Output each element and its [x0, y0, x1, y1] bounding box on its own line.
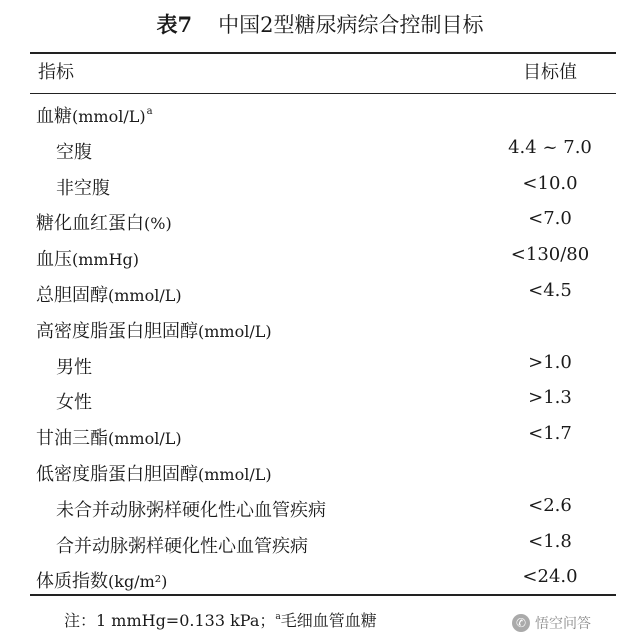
table-row	[0, 309, 640, 345]
indicator-name: 总胆固醇	[36, 284, 108, 306]
table-row	[0, 201, 640, 237]
target-value: <10.0	[522, 172, 578, 194]
row-label	[56, 166, 111, 207]
indicator-name: 未合并动脉粥样硬化性心血管疾病	[56, 499, 326, 521]
indicator-name: 体质指数	[36, 571, 108, 593]
watermark-text: 悟空问答	[535, 616, 591, 632]
indicator-name: 男性	[56, 356, 92, 378]
footnote-text: 毛细血管血糖	[280, 611, 377, 630]
target-value: <24.0	[522, 566, 578, 588]
table-row	[0, 94, 640, 130]
footnote-sup: a	[275, 612, 281, 622]
target-value: <130/80	[510, 244, 590, 266]
row-label	[36, 273, 183, 314]
target-value: >1.0	[528, 351, 572, 373]
row-label	[56, 524, 309, 565]
header-indicator: 指标	[38, 62, 74, 83]
indicator-name: 女性	[56, 392, 92, 414]
row-label	[56, 488, 327, 529]
watermark	[512, 612, 591, 634]
chat-bubble-icon: ✆	[512, 614, 530, 632]
table-row	[0, 166, 640, 202]
target-value: <2.6	[528, 494, 572, 516]
indicator-unit: (mmol/L)	[108, 285, 182, 305]
indicator-name: 糖化血红蛋白	[36, 213, 144, 235]
table-row	[0, 345, 640, 381]
indicator-name: 非空腹	[56, 177, 110, 199]
indicator-name: 甘油三酯	[36, 428, 108, 450]
row-label	[56, 345, 93, 386]
row-label	[36, 94, 153, 135]
table-row	[0, 273, 640, 309]
indicator-name: 空腹	[56, 141, 92, 163]
indicator-unit: (mmol/L)	[198, 321, 272, 341]
table-row	[0, 559, 640, 595]
indicator-unit: (%)	[144, 214, 172, 234]
row-label	[36, 452, 273, 493]
target-value: <7.0	[528, 208, 572, 230]
indicator-unit: (mmHg)	[72, 250, 140, 270]
row-label	[36, 237, 140, 278]
table-row	[0, 416, 640, 452]
target-value: <1.7	[528, 423, 572, 445]
indicator-name: 合并动脉粥样硬化性心血管疾病	[56, 535, 308, 557]
footnote-prefix: 注：1 mmHg=0.133 kPa；	[64, 611, 276, 630]
table-title	[0, 10, 640, 40]
row-label	[56, 130, 93, 171]
row-label	[36, 416, 183, 457]
indicator-sup: a	[146, 106, 153, 117]
row-label	[36, 309, 273, 350]
table-row	[0, 130, 640, 166]
indicator-name: 高密度脂蛋白胆固醇	[36, 320, 198, 342]
table-body	[0, 94, 640, 595]
table-row	[0, 237, 640, 273]
indicator-unit: (mmol/L)	[108, 429, 182, 449]
top-rule	[30, 52, 616, 54]
bottom-rule	[30, 594, 616, 596]
table-row	[0, 380, 640, 416]
target-value: 4.4 ~ 7.0	[508, 136, 592, 158]
table-row	[0, 524, 640, 560]
target-value: <4.5	[528, 279, 572, 301]
indicator-unit: (kg/m²)	[108, 572, 168, 592]
table-title-text: 中国2型糖尿病综合控制目标	[218, 13, 484, 37]
indicator-unit: (mmol/L)	[72, 107, 146, 126]
indicator-name: 血压	[36, 249, 72, 271]
indicator-name: 低密度脂蛋白胆固醇	[36, 463, 198, 485]
header-target-value: 目标值	[523, 62, 577, 83]
indicator-name: 血糖	[36, 106, 72, 127]
target-value: >1.3	[528, 387, 572, 409]
table-row	[0, 488, 640, 524]
row-label	[56, 380, 93, 421]
indicator-unit: (mmol/L)	[198, 464, 272, 484]
table-row	[0, 452, 640, 488]
row-label	[36, 201, 173, 242]
table-number: 表7	[156, 12, 193, 37]
footnote	[64, 604, 377, 634]
target-value: <1.8	[528, 530, 572, 552]
